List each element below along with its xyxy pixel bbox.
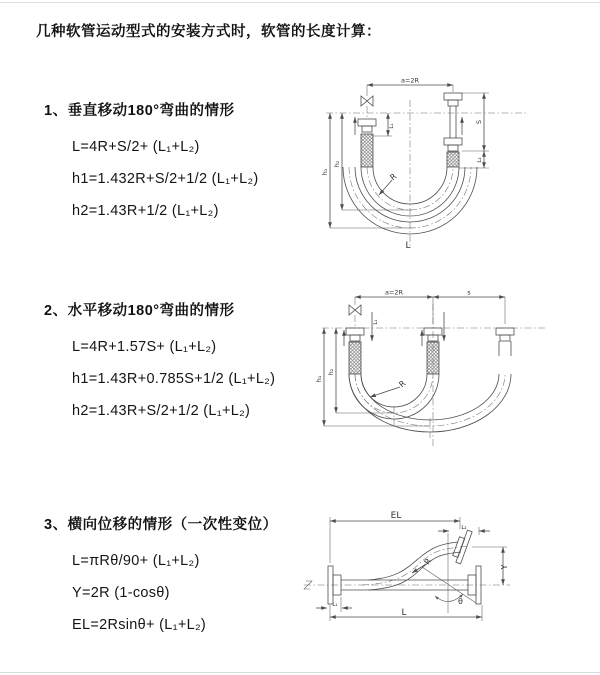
dim-label-l2: L₂ (461, 525, 467, 531)
left-pipe-flange (358, 119, 376, 167)
section-1-heading: 1、垂直移动180°弯曲的情形 (44, 103, 235, 119)
dimension-s (459, 93, 489, 168)
dim-label-a2r: a=2R (384, 288, 404, 297)
section-3-heading: 3、横向位移的情形（一次性变位） (44, 517, 278, 533)
dimension-l (330, 605, 482, 621)
dim-label-l1: L₁ (389, 123, 395, 129)
straight-pipe-original (368, 566, 481, 604)
section-vertical-movement (44, 100, 344, 227)
diagram-vertical-180-bend (312, 72, 560, 260)
dim-label-el: EL (390, 511, 402, 521)
dimension-el (330, 511, 460, 563)
radius-label: R (397, 378, 408, 390)
dimension-l2 (438, 525, 490, 535)
middle-pipe-flange (424, 328, 442, 374)
dim-label-l: L (405, 241, 411, 251)
dimension-h1 (321, 113, 412, 228)
formula-line: EL=2Rsinθ+ (L₁+L₂) (72, 617, 207, 633)
formula-line: L=4R+1.57S+ (L₁+L₂) (72, 339, 217, 355)
dimension-a-2r (367, 77, 453, 97)
section-2-formulas (44, 331, 344, 427)
section-horizontal-movement (44, 300, 344, 427)
radius-label: R (422, 556, 434, 567)
dimension-l2 (477, 151, 484, 168)
radius-leader (412, 556, 433, 573)
angle-theta-construction (422, 533, 476, 613)
formula-line: L=4R+S/2+ (L₁+L₂) (72, 139, 200, 155)
dim-label-h1: h₁ (315, 375, 323, 383)
formula-line: h2=1.43R+S/2+1/2 (L₁+L₂) (72, 403, 251, 419)
angle-label: θ (458, 597, 463, 606)
dim-label-s: s (467, 288, 471, 297)
dim-label-h2: h₂ (327, 368, 335, 376)
left-pipe-flange (346, 328, 364, 374)
section-1-formulas (44, 131, 344, 227)
dimension-l1 (316, 597, 352, 612)
page-title: 几种软管运动型式的安装方式时，软管的长度计算： (36, 24, 381, 40)
radius-leader (370, 379, 408, 397)
radius-label: R (388, 171, 399, 183)
right-pipe-flange (444, 93, 462, 167)
diagram-horizontal-180-bend (310, 284, 560, 456)
hose-s-curve (362, 530, 472, 590)
formula-line: h2=1.43R+1/2 (L₁+L₂) (72, 203, 219, 219)
dimension-s (433, 289, 505, 298)
centerline (304, 581, 510, 589)
right-pipe-flange-moved (496, 328, 514, 356)
dim-label-s: S (475, 119, 483, 125)
dimension-h1 (315, 328, 430, 426)
formula-line: L=πRθ/90+ (L₁+L₂) (72, 553, 200, 569)
dim-label-l: L (401, 608, 407, 618)
dimension-a-2r (355, 289, 505, 325)
formula-line: h1=1.432R+S/2+1/2 (L₁+L₂) (72, 171, 259, 187)
dim-label-l1: L₁ (332, 602, 338, 608)
valve-icon (361, 96, 373, 106)
dim-label-y: Y (500, 564, 509, 570)
diagram-lateral-displacement (298, 505, 596, 645)
dim-label-a2r: a=2R (400, 76, 420, 85)
centerlines (322, 304, 546, 446)
radius-leader (379, 172, 399, 195)
valve-icon (349, 305, 361, 315)
dim-label-l2: L₂ (477, 157, 483, 163)
formula-line: Y=2R (1-cosθ) (72, 585, 170, 601)
dim-label-l1: L₁ (373, 319, 379, 325)
dim-label-h2: h₂ (333, 160, 341, 168)
dim-label-h1: h₁ (321, 168, 329, 176)
formula-line: h1=1.43R+0.785S+1/2 (L₁+L₂) (72, 371, 276, 387)
section-2-heading: 2、水平移动180°弯曲的情形 (44, 303, 235, 319)
